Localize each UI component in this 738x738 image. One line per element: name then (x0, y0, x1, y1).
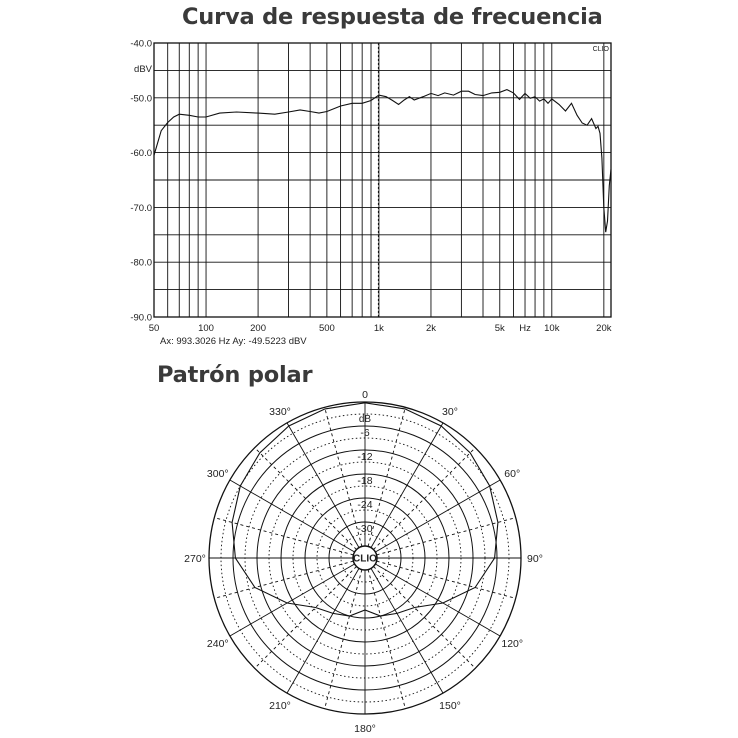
x-tick-label: 2k (425, 323, 436, 334)
cursor-readout: Ax: 993.3026 Hz Ay: -49.5223 dBV (160, 336, 307, 347)
minor-spoke (373, 566, 475, 668)
y-tick-label: -60.0 (130, 148, 152, 160)
x-tick-label: 10k (544, 323, 560, 334)
y-tick-label: -40.0 (130, 38, 152, 50)
major-spoke (287, 568, 359, 693)
clio-watermark-polar: CLIO (353, 553, 377, 565)
angle-label: 180° (354, 723, 376, 735)
angle-label: 270° (184, 553, 206, 565)
clio-watermark-freq: CLIO (592, 46, 609, 53)
y-tick-label: -80.0 (130, 257, 152, 269)
angle-label: 300° (206, 468, 229, 480)
frequency-chart-title: Curva de respuesta de frecuencia (182, 4, 603, 30)
angle-label: 90° (527, 553, 543, 565)
polar-chart-title: Patrón polar (157, 362, 313, 388)
minor-spoke (255, 566, 357, 668)
r-tick-label: -12 (357, 451, 373, 463)
r-unit-label: dB (358, 414, 372, 425)
r-tick-label: -6 (360, 427, 370, 439)
y-unit-label: dBV (134, 64, 152, 75)
r-tick-label: 0 (362, 389, 368, 401)
angle-label: 240° (206, 638, 229, 650)
major-spoke (375, 480, 500, 552)
y-tick-label: -50.0 (130, 93, 152, 105)
x-tick-label: 5k (494, 323, 505, 334)
angle-label: 210° (269, 700, 291, 713)
major-spoke (230, 480, 355, 552)
major-spoke (375, 564, 500, 636)
r-tick-label: -24 (357, 499, 373, 511)
r-tick-label: -30 (357, 523, 373, 535)
major-spoke (230, 564, 355, 636)
x-tick-label: 50 (148, 323, 160, 334)
x-tick-label: 20k (596, 323, 612, 334)
major-spoke (287, 423, 359, 548)
angle-label: 330° (269, 405, 291, 418)
major-spoke (371, 568, 443, 693)
x-tick-label: 100 (198, 323, 214, 334)
r-tick-label: -18 (357, 475, 373, 487)
angle-label: 120° (501, 638, 524, 650)
x-tick-label: 1k (373, 323, 384, 334)
angle-label: 60° (504, 468, 521, 480)
y-tick-label: -70.0 (130, 202, 152, 214)
x-tick-label: 200 (250, 323, 267, 334)
minor-spoke (255, 448, 357, 550)
angle-label: 30° (442, 405, 458, 418)
y-tick-label: -90.0 (130, 312, 152, 324)
x-tick-label: 500 (318, 323, 335, 334)
angle-label: 150° (439, 700, 461, 713)
x-tick-label: Hz (519, 323, 531, 334)
minor-spoke (373, 448, 475, 550)
major-spoke (371, 423, 443, 548)
